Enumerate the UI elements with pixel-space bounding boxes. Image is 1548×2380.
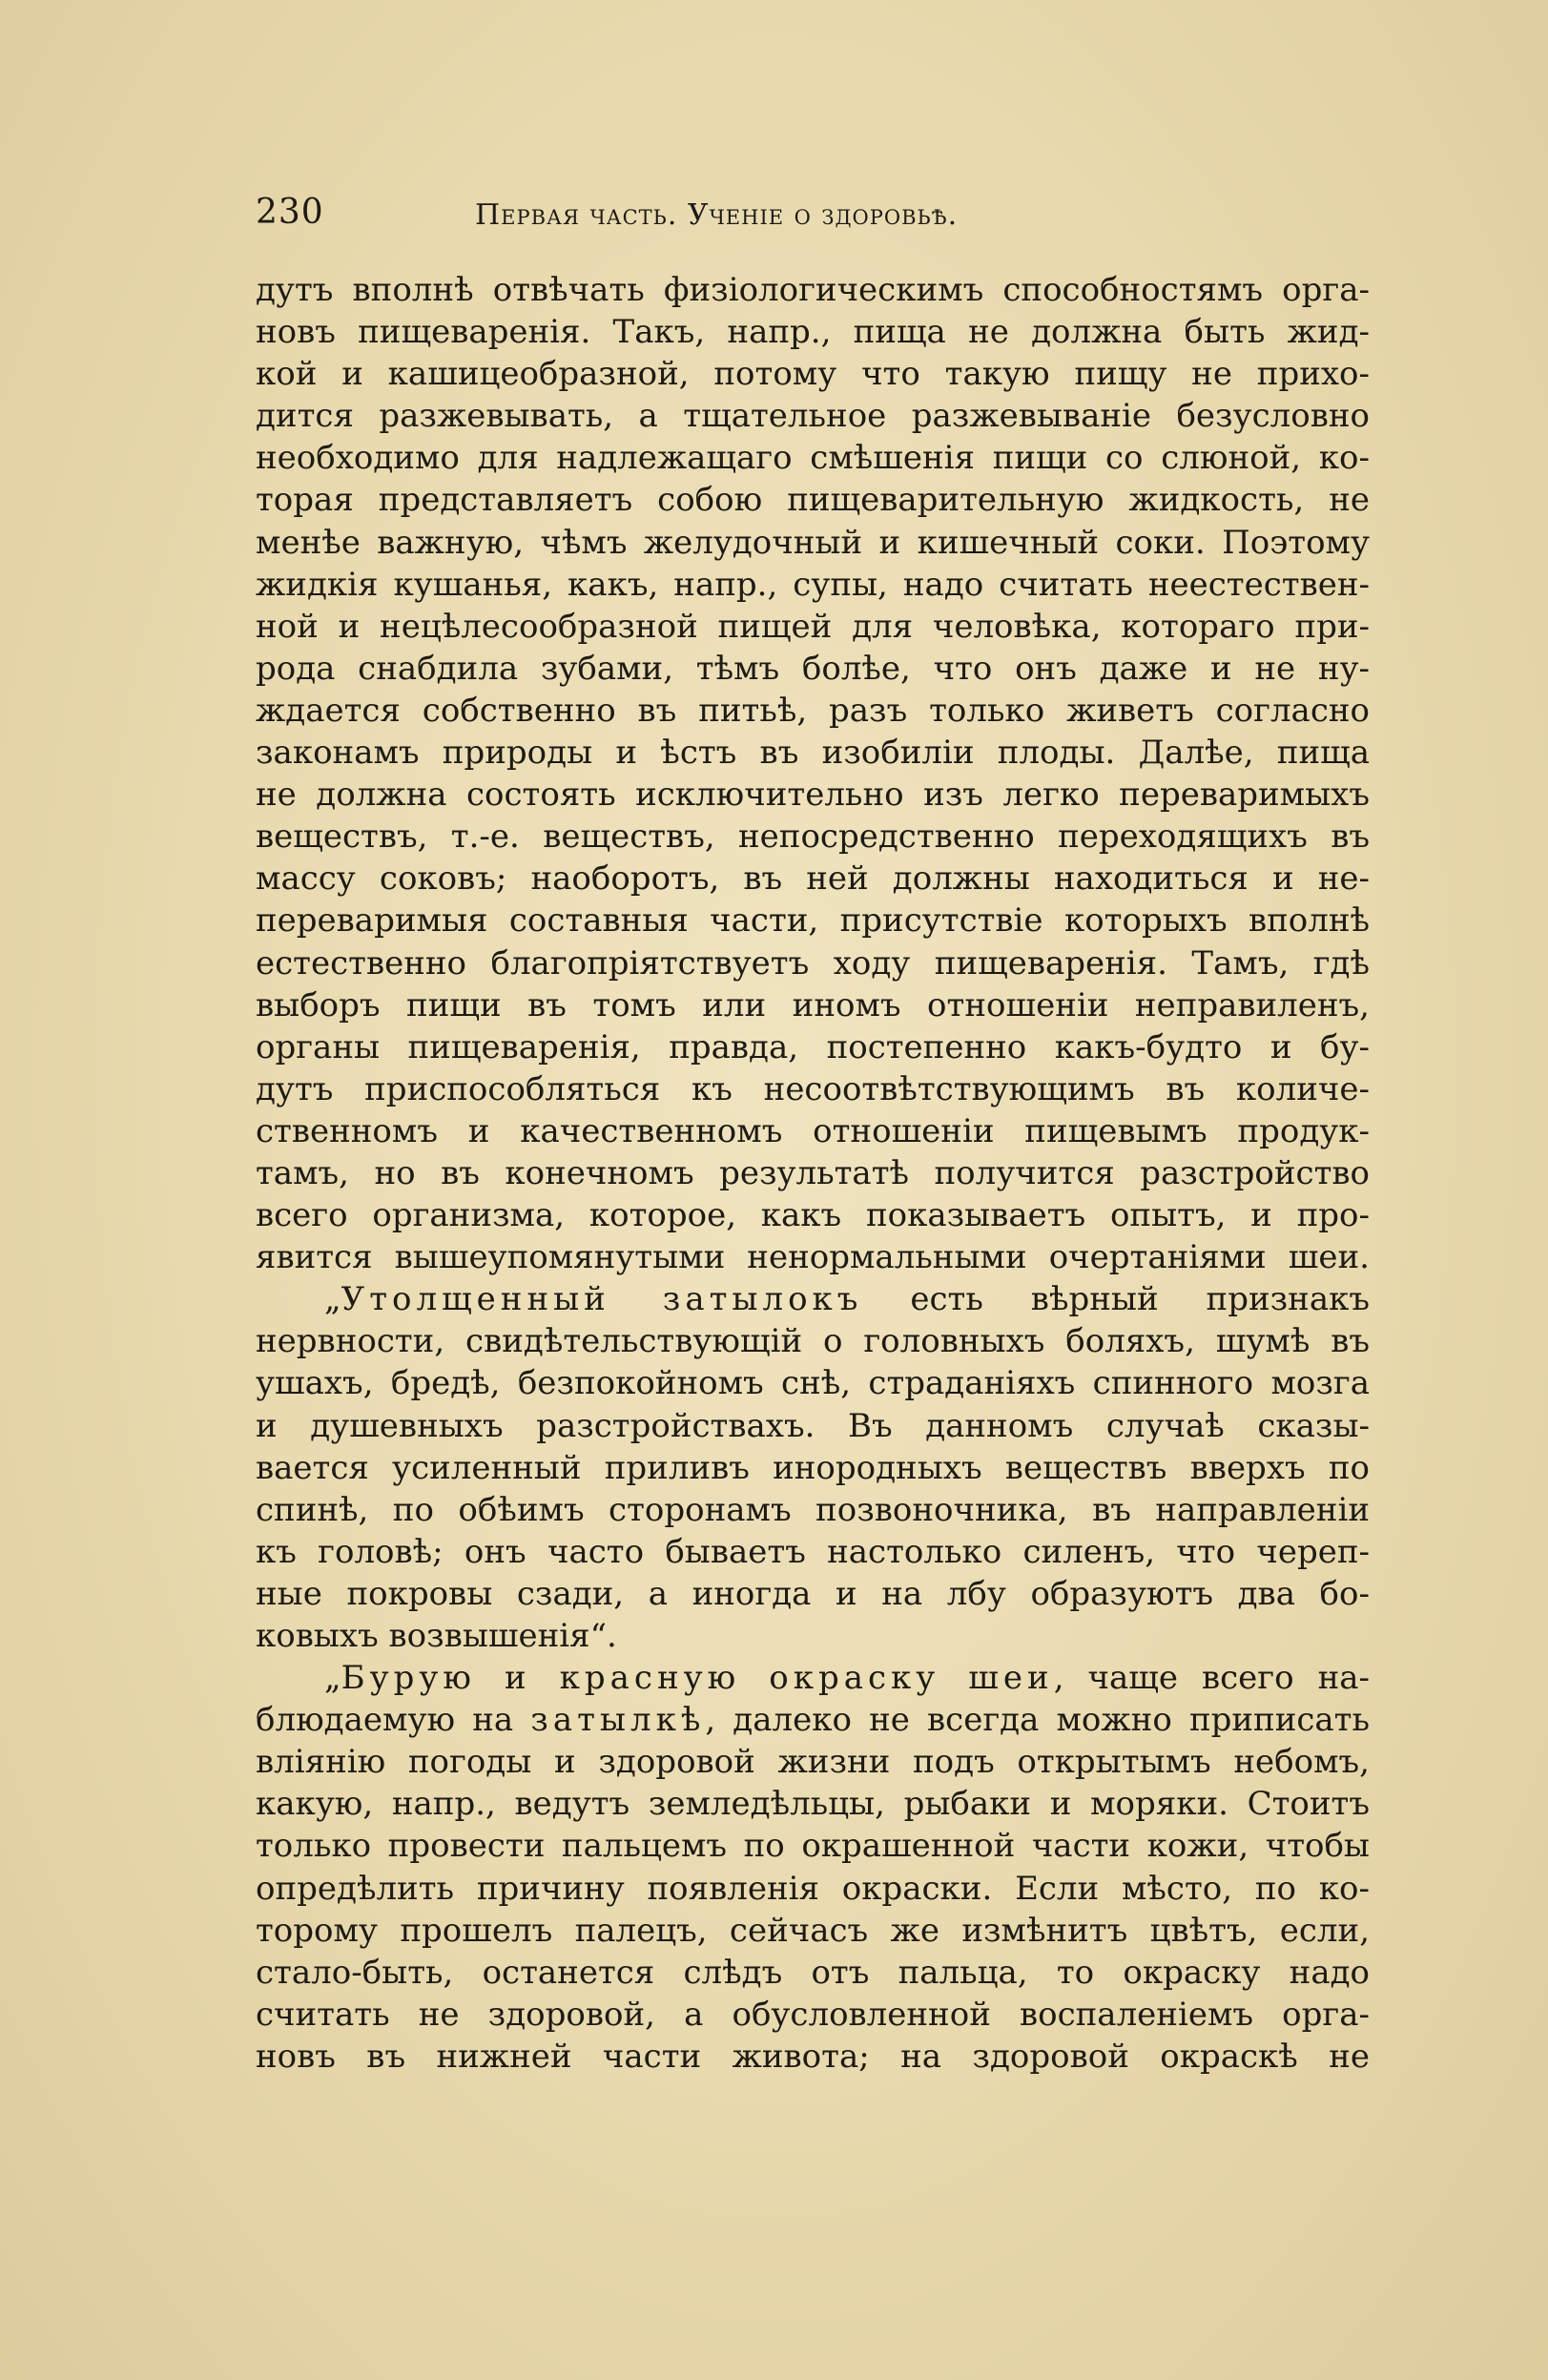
text-line (256, 816, 1370, 858)
running-title: Первая часть. Ученіе о здоровьѣ. (475, 198, 959, 232)
text-segment: переваримыя составныя части, присутствіе которыхъ вполнѣ (256, 901, 1370, 941)
text-line (256, 1362, 1370, 1404)
text-line (256, 690, 1370, 732)
text-line (256, 1236, 1370, 1278)
text-segment: веществъ, т.-е. веществъ, непосредственно переходящихъ въ (256, 817, 1370, 857)
text-segment: менѣе важную, чѣмъ желудочный и кишечный соки. Поэтому (256, 523, 1370, 562)
text-segment: „ (324, 1280, 341, 1319)
body-text (256, 269, 1370, 2078)
text-segment: не должна состоять исключительно изъ легко переваримыхъ (256, 776, 1370, 815)
text-line (256, 1068, 1370, 1110)
text-segment: ной и нецѣлесообразной пищей для человѣка, котораго при- (256, 607, 1370, 646)
text-segment: , чаще всего на- (1053, 1659, 1371, 1698)
text-segment: опредѣлить причину появленія окраски. Если мѣсто, по ко- (256, 1869, 1370, 1908)
text-segment: выборъ пищи въ томъ или иномъ отношеніи неправиленъ, (256, 985, 1370, 1024)
text-segment: торая представляетъ собою пищеварительную жидкость, не (256, 481, 1370, 520)
text-line (256, 437, 1370, 479)
text-segment: ждается собственно въ питьѣ, разъ только живетъ согласно (256, 691, 1370, 730)
text-segment: новъ пищеваренія. Такъ, напр., пища не должна быть жид- (256, 313, 1370, 352)
text-segment: , далеко не всегда можно приписать (705, 1701, 1370, 1740)
text-line (256, 1699, 1370, 1741)
text-segment: дится разжевывать, а тщательное разжевываніе безусловно (256, 397, 1370, 436)
text-segment: ушахъ, бредѣ, безпокойномъ снѣ, страданіяхъ спинного мозга (256, 1364, 1370, 1403)
text-segment: естественно благопріятствуетъ ходу пищеваренія. Тамъ, гдѣ (256, 943, 1370, 983)
text-line (256, 269, 1370, 311)
text-line (256, 942, 1370, 984)
spaced-emphasis: Утолщенный затылокъ (341, 1280, 863, 1319)
text-line (256, 1278, 1370, 1320)
text-line (256, 1320, 1370, 1362)
text-line (256, 1152, 1370, 1194)
text-segment: ные покровы сзади, а иногда и на лбу образуютъ два бо- (256, 1574, 1370, 1613)
text-line (256, 2036, 1370, 2078)
text-segment: считать не здоровой, а обусловленной воспаленіемъ орга- (256, 1995, 1370, 2034)
text-segment: блюдаемую на (256, 1701, 531, 1740)
text-segment: кой и кашицеобразной, потому что такую пищу не прихо- (256, 355, 1370, 394)
text-segment: необходимо для надлежащаго смѣшенія пищи со слюной, ко- (256, 439, 1370, 478)
text-segment: новъ въ нижней части живота; на здоровой окраскѣ не (256, 2037, 1370, 2076)
text-segment: всего организма, которое, какъ показываетъ опытъ, и про- (256, 1196, 1370, 1235)
text-line (256, 1194, 1370, 1236)
text-line (256, 1447, 1370, 1489)
text-segment: и душевныхъ разстройствахъ. Въ данномъ случаѣ сказы- (256, 1406, 1370, 1445)
text-segment: торому прошелъ палецъ, сейчасъ же измѣнитъ цвѣтъ, если, (256, 1911, 1370, 1950)
text-line (256, 984, 1370, 1026)
text-line (256, 1573, 1370, 1615)
text-line (256, 353, 1370, 395)
text-line (256, 858, 1370, 900)
text-line (256, 1110, 1370, 1152)
text-line (256, 1489, 1370, 1531)
text-segment: дутъ приспособляться къ несоотвѣтствующимъ въ количе- (256, 1069, 1370, 1108)
text-line (256, 479, 1370, 521)
text-segment: спинѣ, по обѣимъ сторонамъ позвоночника, въ направленіи (256, 1490, 1370, 1529)
text-line (256, 1825, 1370, 1867)
text-line (256, 732, 1370, 774)
text-segment: дутъ вполнѣ отвѣчать физіологическимъ способностямъ орга- (256, 271, 1370, 309)
text-line (256, 311, 1370, 353)
text-line (256, 395, 1370, 437)
text-line (256, 1994, 1370, 2036)
text-line (256, 1868, 1370, 1910)
text-segment: къ головѣ; онъ часто бываетъ настолько силенъ, что череп- (256, 1532, 1370, 1571)
text-line (256, 564, 1370, 606)
text-segment: ственномъ и качественномъ отношеніи пищевымъ продук- (256, 1111, 1370, 1150)
text-line (256, 774, 1370, 816)
text-segment: какую, напр., ведутъ земледѣльцы, рыбаки и моряки. Стоитъ (256, 1785, 1370, 1824)
text-segment: нервности, свидѣтельствующій о головныхъ боляхъ, шумѣ въ (256, 1322, 1370, 1361)
text-segment: вліянію погоды и здоровой жизни подъ открытымъ небомъ, (256, 1743, 1370, 1782)
text-line (256, 1615, 1370, 1657)
text-segment: только провести пальцемъ по окрашенной части кожи, чтобы (256, 1827, 1370, 1866)
text-segment: органы пищеваренія, правда, постепенно какъ-будто и бу- (256, 1027, 1370, 1066)
text-line (256, 900, 1370, 942)
text-line (256, 1952, 1370, 1994)
text-segment: есть вѣрный признакъ (862, 1280, 1370, 1319)
text-line (256, 1783, 1370, 1825)
text-segment: „ (324, 1659, 341, 1698)
text-line (256, 1910, 1370, 1952)
text-segment: тамъ, но въ конечномъ результатѣ получится разстройство (256, 1153, 1370, 1192)
text-line (256, 1026, 1370, 1068)
text-line (256, 648, 1370, 690)
text-segment: жидкія кушанья, какъ, напр., супы, надо считать неестествен- (256, 565, 1370, 604)
text-segment: ковыхъ возвышенія“. (256, 1617, 617, 1655)
text-segment: стало-быть, останется слѣдъ отъ пальца, то окраску надо (256, 1953, 1370, 1992)
text-line (256, 1531, 1370, 1573)
text-segment: явится вышеупомянутыми ненормальными очертаніями шеи. (256, 1238, 1370, 1277)
spaced-emphasis: затылкѣ (530, 1701, 706, 1740)
text-line (256, 522, 1370, 564)
text-segment: рода снабдила зубами, тѣмъ болѣе, что онъ даже и не ну- (256, 649, 1370, 688)
text-segment: массу соковъ; наоборотъ, въ ней должны находиться и не- (256, 859, 1370, 899)
text-segment: вается усиленный приливъ инородныхъ веществъ вверхъ по (256, 1448, 1370, 1487)
text-line (256, 606, 1370, 648)
text-line (256, 1657, 1370, 1699)
page-header (256, 193, 1362, 240)
text-line (256, 1741, 1370, 1783)
page-number: 230 (256, 193, 324, 232)
text-line (256, 1405, 1370, 1447)
spaced-emphasis: Бурую и красную окраску шеи (341, 1659, 1054, 1698)
text-segment: законамъ природы и ѣстъ въ изобиліи плоды. Далѣе, пища (256, 734, 1370, 773)
